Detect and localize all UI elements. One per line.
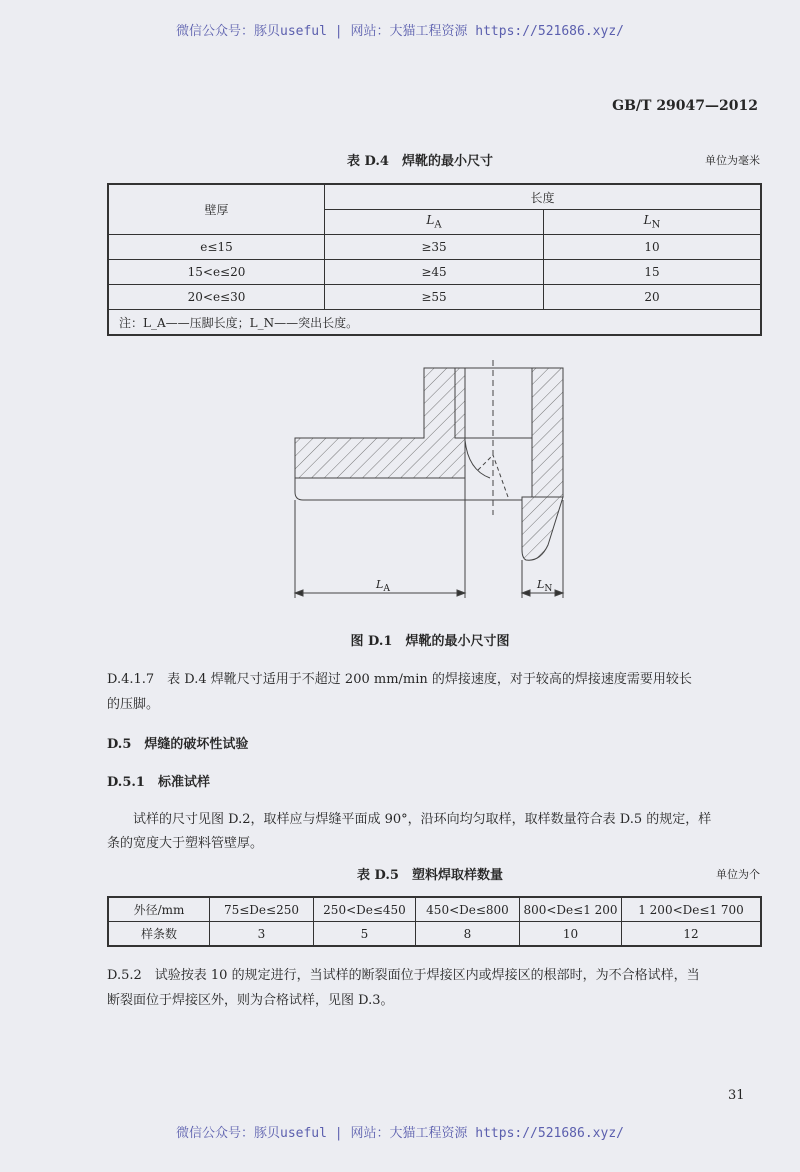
table-cell: 20 bbox=[544, 285, 762, 310]
paragraph-d51: 试样的尺寸见图 D.2，取样应与焊缝平面成 90°，沿环向均匀取样，取样数量符合表 D.5 的规定，样 bbox=[133, 812, 712, 827]
table-cell: 15<e≤20 bbox=[108, 260, 325, 285]
table-cell: ≥35 bbox=[325, 235, 544, 260]
table-cell: 15 bbox=[544, 260, 762, 285]
table-d5 bbox=[107, 896, 762, 947]
standard-number: GB/T 29047—2012 bbox=[612, 98, 758, 114]
paragraph-d417-cont: 的压脚。 bbox=[107, 697, 160, 712]
watermark-bottom: 微信公众号：豚贝useful | 网站：大猫工程资源 https://521686.xyz/ bbox=[176, 1126, 624, 1141]
table-cell: 8 bbox=[416, 922, 520, 947]
paragraph-d52: D.5.2 试验按表 10 的规定进行，当试样的断裂面位于焊接区内或焊接区的根部时，为不合格试样，当 bbox=[107, 968, 700, 983]
paragraph-d51-cont: 条的宽度大于塑料管壁厚。 bbox=[107, 836, 264, 851]
figure-caption: 图 D.1 焊靴的最小尺寸图 bbox=[350, 634, 510, 649]
table-cell: 10 bbox=[520, 922, 622, 947]
page-number: 31 bbox=[728, 1088, 745, 1103]
table-cell: 75≤De≤250 bbox=[210, 897, 314, 922]
table-row bbox=[108, 922, 761, 947]
table-cell: 450<De≤800 bbox=[416, 897, 520, 922]
heading-d51: D.5.1 标准试样 bbox=[107, 775, 210, 790]
table-cell: 3 bbox=[210, 922, 314, 947]
header-length: 长度 bbox=[325, 184, 762, 210]
header-wall: 壁厚 bbox=[108, 184, 325, 235]
table-cell: ≥55 bbox=[325, 285, 544, 310]
table-d5-unit: 单位为个 bbox=[716, 868, 760, 881]
paragraph-d417: D.4.1.7 表 D.4 焊靴尺寸适用于不超过 200 mm/min 的焊接速度，对于较高的焊接速度需要用较长 bbox=[107, 672, 692, 687]
table-note: 注：L_A——压脚长度；L_N——突出长度。 bbox=[108, 310, 761, 336]
table-cell: 250<De≤450 bbox=[314, 897, 416, 922]
header-la: $L_A$ bbox=[325, 210, 544, 235]
label-la: $L_A$ bbox=[376, 578, 390, 595]
heading-d5: D.5 焊缝的破坏性试验 bbox=[107, 737, 249, 752]
watermark-top: 微信公众号：豚贝useful | 网站：大猫工程资源 https://521686.xyz/ bbox=[176, 24, 624, 39]
table-cell: 样条数 bbox=[108, 922, 210, 947]
header-ln: $L_N$ bbox=[544, 210, 762, 235]
table-cell: 12 bbox=[622, 922, 762, 947]
table-cell: 10 bbox=[544, 235, 762, 260]
table-cell: 5 bbox=[314, 922, 416, 947]
table-cell: 1 200<De≤1 700 bbox=[622, 897, 762, 922]
table-row bbox=[108, 897, 761, 922]
table-d4-unit: 单位为毫米 bbox=[705, 154, 760, 167]
table-cell: e≤15 bbox=[108, 235, 325, 260]
paragraph-d52-cont: 断裂面位于焊接区外，则为合格试样，见图 D.3。 bbox=[107, 993, 394, 1008]
table-cell: ≥45 bbox=[325, 260, 544, 285]
table-d5-title: 表 D.5 塑料焊取样数量 bbox=[357, 868, 503, 883]
table-cell: 外径/mm bbox=[108, 897, 210, 922]
table-cell: 20<e≤30 bbox=[108, 285, 325, 310]
table-cell: 800<De≤1 200 bbox=[520, 897, 622, 922]
label-ln: $L_N$ bbox=[537, 578, 553, 595]
table-d4-title: 表 D.4 焊靴的最小尺寸 bbox=[347, 154, 493, 169]
